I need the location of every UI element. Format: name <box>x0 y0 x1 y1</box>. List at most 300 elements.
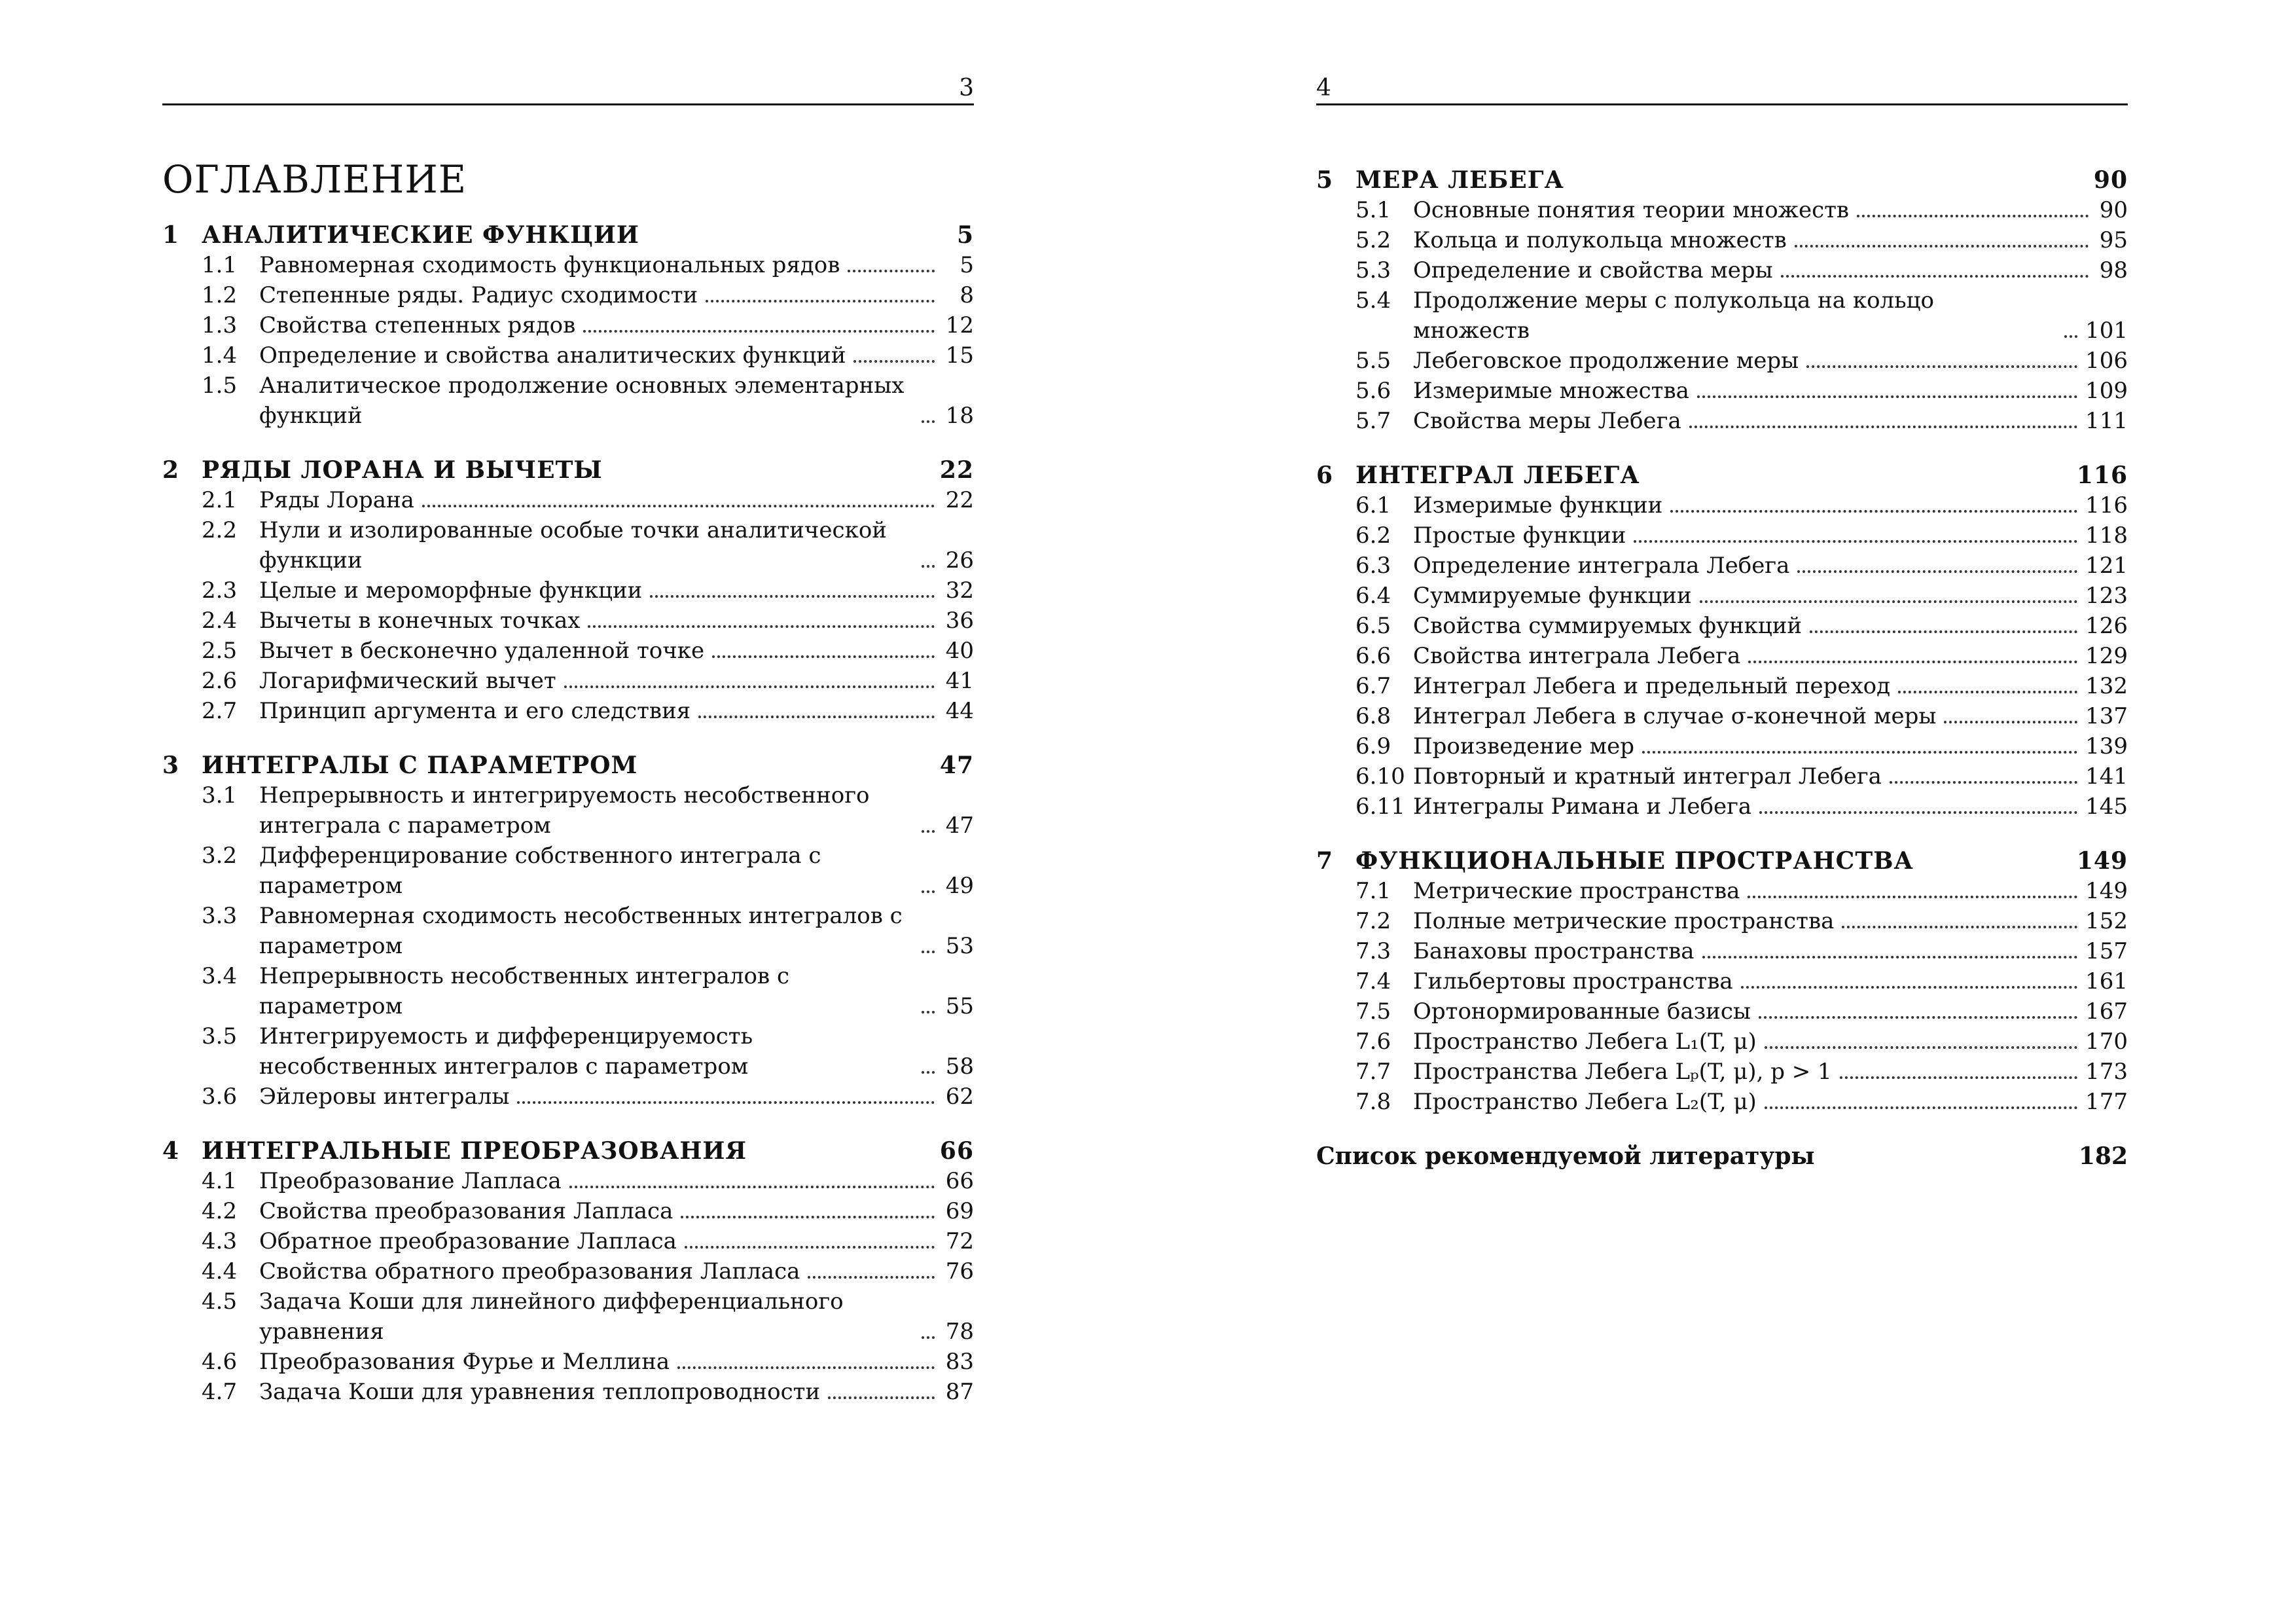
dot-leader <box>681 1216 935 1218</box>
toc-entry[interactable] <box>162 310 974 340</box>
dot-leader <box>1890 781 2077 784</box>
section-title: Преобразование Лапласа <box>259 1168 562 1194</box>
section-title: Свойства степенных рядов <box>259 312 576 338</box>
section-title: Непрерывность несобственных интегралов с параметром <box>259 963 789 1019</box>
dot-leader <box>1806 365 2077 368</box>
section-body <box>259 961 974 1021</box>
toc-entry[interactable] <box>1316 906 2128 936</box>
section-number: 5.1 <box>1355 197 1391 223</box>
section-body <box>1413 520 2128 551</box>
section-title: Произведение мер <box>1413 733 1634 759</box>
section-number: 2.1 <box>202 487 238 513</box>
section-body <box>259 901 974 961</box>
section-title: Равномерная сходимость функциональных рядов <box>259 252 840 278</box>
section-title: Банаховы пространства <box>1413 938 1695 964</box>
chapter-number: 6 <box>1316 462 1334 489</box>
section-title: Целые и мероморфные функции <box>259 577 643 604</box>
dot-leader <box>588 625 935 628</box>
section-number: 3.6 <box>202 1084 238 1110</box>
section-page: 69 <box>945 1198 974 1224</box>
section-page: 101 <box>2085 318 2128 344</box>
chapter-number: 4 <box>162 1137 180 1165</box>
section-page: 72 <box>945 1228 974 1254</box>
toc-entry[interactable] <box>162 371 974 431</box>
section-title: Преобразования Фурье и Меллина <box>259 1349 670 1375</box>
chapter-heading[interactable] <box>1316 165 2128 195</box>
section-page: 167 <box>2085 998 2128 1025</box>
toc-entry[interactable] <box>1316 1027 2128 1057</box>
toc-entry[interactable] <box>162 1377 974 1407</box>
section-body <box>259 371 974 431</box>
toc-entry[interactable] <box>162 1021 974 1082</box>
section-title: Степенные ряды. Радиус сходимости <box>259 282 698 308</box>
section-body <box>259 1082 974 1112</box>
section-number: 2.3 <box>202 577 238 604</box>
toc-entry[interactable] <box>1316 701 2128 731</box>
dot-leader <box>1759 811 2077 814</box>
dot-leader <box>1689 426 2077 428</box>
section-number: 1.5 <box>202 373 238 399</box>
section-body <box>1413 490 2128 520</box>
dot-leader <box>569 1186 935 1188</box>
section-title: Кольца и полукольца множеств <box>1413 227 1787 253</box>
toc-entry[interactable] <box>162 485 974 515</box>
section-title: Интеграл Лебега и предельный переход <box>1413 673 1891 699</box>
section-page: 177 <box>2085 1089 2128 1115</box>
literature-entry[interactable] <box>1316 1141 2128 1171</box>
section-page: 15 <box>945 342 974 369</box>
dot-leader <box>583 330 935 333</box>
dot-leader <box>922 830 935 833</box>
section-number: 7.2 <box>1355 908 1391 934</box>
section-body <box>259 1286 974 1347</box>
dot-leader <box>564 685 935 688</box>
section-body <box>259 780 974 841</box>
toc-entry[interactable] <box>162 901 974 961</box>
section-title: Задача Коши для уравнения теплопроводности <box>259 1379 821 1405</box>
toc-entry[interactable] <box>1316 551 2128 581</box>
section-title: Нули и изолированные особые точки аналитической функции <box>259 517 887 574</box>
dot-leader <box>1748 661 2077 663</box>
dot-leader <box>922 1336 935 1339</box>
section-page: 47 <box>945 812 974 839</box>
section-page: 44 <box>945 698 974 724</box>
section-body <box>259 666 974 696</box>
toc-entry[interactable] <box>162 1347 974 1377</box>
section-title: Ряды Лорана <box>259 487 414 513</box>
section-title: Вычет в бесконечно удаленной точке <box>259 638 705 664</box>
section-body <box>259 1196 974 1226</box>
section-page: 87 <box>945 1379 974 1405</box>
toc-entry[interactable] <box>1316 376 2128 406</box>
section-title: Измеримые множества <box>1413 378 1689 404</box>
section-number: 5.5 <box>1355 348 1391 374</box>
chapter-title: АНАЛИТИЧЕСКИЕ ФУНКЦИИ <box>202 221 639 249</box>
section-title: Определение и свойства аналитических функций <box>259 342 846 369</box>
section-page: 116 <box>2085 492 2128 519</box>
toc-chapter <box>162 455 974 726</box>
section-page: 98 <box>2099 257 2128 283</box>
chapter-page: 5 <box>956 221 974 249</box>
section-title: Обратное преобразование Лапласа <box>259 1228 677 1254</box>
dot-leader <box>1810 630 2077 633</box>
section-page: 149 <box>2085 878 2128 904</box>
section-number: 6.11 <box>1355 793 1405 820</box>
section-page: 22 <box>945 487 974 513</box>
section-page: 78 <box>945 1319 974 1345</box>
toc-entry[interactable] <box>1316 285 2128 346</box>
dot-leader <box>922 890 935 893</box>
chapter-heading[interactable] <box>1316 846 2128 876</box>
chapter-page: 90 <box>2093 166 2128 194</box>
dot-leader <box>1944 721 2077 723</box>
section-title: Определение и свойства меры <box>1413 257 1773 283</box>
section-number: 5.6 <box>1355 378 1391 404</box>
toc-entry[interactable] <box>162 250 974 280</box>
dot-leader <box>1700 600 2077 603</box>
dot-leader <box>517 1101 935 1104</box>
toc-entry[interactable] <box>162 666 974 696</box>
dot-leader <box>1748 896 2077 898</box>
dot-leader <box>1741 986 2077 989</box>
dot-leader <box>650 595 935 598</box>
dot-leader <box>677 1366 935 1369</box>
section-body <box>259 636 974 666</box>
section-number: 6.5 <box>1355 613 1391 639</box>
toc-entry[interactable] <box>1316 195 2128 225</box>
toc-chapter <box>162 750 974 1112</box>
section-title: Измеримые функции <box>1413 492 1663 519</box>
section-number: 3.1 <box>202 782 238 809</box>
section-page: 8 <box>960 282 974 308</box>
toc-entry[interactable] <box>162 1166 974 1196</box>
section-number: 4.1 <box>202 1168 238 1194</box>
section-title: Пространство Лебега L₂(T, μ) <box>1413 1089 1757 1115</box>
toc-entry[interactable] <box>1316 520 2128 551</box>
section-page: 141 <box>2085 763 2128 790</box>
section-title: Свойства меры Лебега <box>1413 408 1681 434</box>
dot-leader <box>1697 395 2077 398</box>
dot-leader <box>1759 1016 2077 1019</box>
section-body <box>259 310 974 340</box>
toc-entry[interactable] <box>162 606 974 636</box>
page-number: 4 <box>1316 73 2128 105</box>
section-body <box>1413 581 2128 611</box>
section-page: 157 <box>2085 938 2128 964</box>
section-body <box>1413 936 2128 966</box>
toc-entry[interactable] <box>162 1082 974 1112</box>
dot-leader <box>922 1071 935 1074</box>
toc-chapter <box>1316 165 2128 436</box>
section-title: Логарифмический вычет <box>259 668 556 694</box>
section-page: 118 <box>2085 522 2128 549</box>
section-number: 3.2 <box>202 843 238 869</box>
chapter-title: РЯДЫ ЛОРАНА И ВЫЧЕТЫ <box>202 456 603 484</box>
literature-page: 182 <box>2078 1142 2128 1170</box>
section-body <box>1413 376 2128 406</box>
section-number: 4.3 <box>202 1228 238 1254</box>
section-body <box>259 515 974 575</box>
dot-leader <box>706 300 935 302</box>
chapter-title: ИНТЕГРАЛЬНЫЕ ПРЕОБРАЗОВАНИЯ <box>202 1137 747 1165</box>
toc-entry[interactable] <box>162 696 974 726</box>
chapter-number: 5 <box>1316 166 1334 194</box>
section-page: 170 <box>2085 1029 2128 1055</box>
chapter-number: 3 <box>162 752 180 779</box>
section-body <box>259 1021 974 1082</box>
toc-entry[interactable] <box>1316 1057 2128 1087</box>
section-body <box>1413 195 2128 225</box>
section-body <box>1413 225 2128 255</box>
dot-leader <box>1797 570 2077 573</box>
section-page: 40 <box>945 638 974 664</box>
section-number: 2.7 <box>202 698 238 724</box>
chapter-title: ИНТЕГРАЛЫ С ПАРАМЕТРОМ <box>202 752 638 779</box>
section-page: 132 <box>2085 673 2128 699</box>
section-body <box>1413 551 2128 581</box>
section-body <box>1413 701 2128 731</box>
toc-chapter <box>1316 846 2128 1117</box>
dot-leader <box>1642 751 2077 754</box>
chapter-title: ИНТЕГРАЛ ЛЕБЕГА <box>1355 462 1640 489</box>
toc-entry[interactable] <box>1316 876 2128 906</box>
section-page: 76 <box>945 1258 974 1285</box>
toc-entry[interactable] <box>162 1286 974 1347</box>
dot-leader <box>1765 1106 2077 1109</box>
section-title: Основные понятия теории множеств <box>1413 197 1850 223</box>
section-title: Свойства обратного преобразования Лапласа <box>259 1258 800 1285</box>
dot-leader <box>808 1276 935 1279</box>
dot-leader <box>1795 245 2089 247</box>
section-title: Принцип аргумента и его следствия <box>259 698 691 724</box>
section-body <box>1413 1057 2128 1087</box>
section-number: 6.9 <box>1355 733 1391 759</box>
section-number: 5.2 <box>1355 227 1391 253</box>
section-number: 6.3 <box>1355 553 1391 579</box>
section-number: 6.1 <box>1355 492 1391 519</box>
section-number: 3.5 <box>202 1023 238 1049</box>
section-page: 5 <box>960 252 974 278</box>
section-number: 6.4 <box>1355 583 1391 609</box>
section-body <box>259 485 974 515</box>
section-number: 3.3 <box>202 903 238 929</box>
dot-leader <box>922 420 935 423</box>
toc-entry[interactable] <box>1316 641 2128 671</box>
section-page: 137 <box>2085 703 2128 729</box>
section-title: Суммируемые функции <box>1413 583 1692 609</box>
section-number: 7.3 <box>1355 938 1391 964</box>
section-number: 5.3 <box>1355 257 1391 283</box>
toc-entry[interactable] <box>162 340 974 371</box>
section-number: 7.5 <box>1355 998 1391 1025</box>
section-page: 41 <box>945 668 974 694</box>
section-title: Вычеты в конечных точках <box>259 608 581 634</box>
toc-entry[interactable] <box>1316 581 2128 611</box>
toc-entry[interactable] <box>1316 225 2128 255</box>
section-number: 2.5 <box>202 638 238 664</box>
section-page: 123 <box>2085 583 2128 609</box>
section-page: 111 <box>2085 408 2128 434</box>
section-body <box>259 606 974 636</box>
section-title: Дифференцирование собственного интеграла с параметром <box>259 843 821 899</box>
section-page: 12 <box>945 312 974 338</box>
dot-leader <box>1765 1046 2077 1049</box>
section-body <box>259 250 974 280</box>
toc-chapter <box>162 1136 974 1407</box>
section-title: Задача Коши для линейного дифференциального уравнения <box>259 1288 844 1345</box>
section-title: Метрические пространства <box>1413 878 1740 904</box>
literature-title: Список рекомендуемой литературы <box>1316 1142 1815 1170</box>
section-title: Свойства преобразования Лапласа <box>259 1198 673 1224</box>
section-page: 90 <box>2099 197 2128 223</box>
toc-entry[interactable] <box>162 1196 974 1226</box>
chapter-number: 2 <box>162 456 180 484</box>
chapter-page: 149 <box>2076 847 2128 875</box>
section-number: 7.4 <box>1355 968 1391 994</box>
dot-leader <box>698 716 935 718</box>
section-page: 26 <box>945 547 974 574</box>
section-body <box>1413 792 2128 822</box>
section-body <box>1413 406 2128 436</box>
toc-entry[interactable] <box>1316 255 2128 285</box>
toc-entry[interactable] <box>162 575 974 606</box>
dot-leader <box>1702 956 2078 958</box>
toc-entry[interactable] <box>1316 346 2128 376</box>
section-body <box>1413 641 2128 671</box>
page-number: 3 <box>162 73 974 105</box>
toc-list <box>162 220 974 1431</box>
toc-entry[interactable] <box>1316 761 2128 792</box>
section-body <box>1413 996 2128 1027</box>
section-title: Интеграл Лебега в случае σ-конечной меры <box>1413 703 1937 729</box>
section-page: 95 <box>2099 227 2128 253</box>
section-number: 4.4 <box>202 1258 238 1285</box>
section-page: 126 <box>2085 613 2128 639</box>
section-number: 3.4 <box>202 963 238 989</box>
section-body <box>259 575 974 606</box>
section-page: 109 <box>2085 378 2128 404</box>
section-number: 4.6 <box>202 1349 238 1375</box>
section-title: Пространство Лебега L₁(T, μ) <box>1413 1029 1757 1055</box>
chapter-heading[interactable] <box>162 1136 974 1166</box>
toc-entry[interactable] <box>1316 966 2128 996</box>
chapter-page: 22 <box>939 456 974 484</box>
section-title: Аналитическое продолжение основных элементарных функций <box>259 373 905 429</box>
section-body <box>259 696 974 726</box>
dot-leader <box>828 1396 935 1399</box>
chapter-heading[interactable] <box>1316 460 2128 490</box>
dot-leader <box>848 270 935 272</box>
section-page: 53 <box>945 933 974 959</box>
dot-leader <box>1670 510 2077 513</box>
toc-entry[interactable] <box>1316 996 2128 1027</box>
section-number: 4.2 <box>202 1198 238 1224</box>
toc-entry[interactable] <box>1316 490 2128 520</box>
toc-entry[interactable] <box>1316 792 2128 822</box>
toc-entry[interactable] <box>162 515 974 575</box>
chapter-page: 116 <box>2076 462 2128 489</box>
chapter-number: 7 <box>1316 847 1334 875</box>
section-number: 5.7 <box>1355 408 1391 434</box>
toc-entry[interactable] <box>1316 936 2128 966</box>
section-body <box>259 340 974 371</box>
section-body <box>1413 346 2128 376</box>
section-number: 2.6 <box>202 668 238 694</box>
toc-entry[interactable] <box>162 636 974 666</box>
section-page: 18 <box>945 403 974 429</box>
toc-chapter <box>1316 460 2128 822</box>
section-title: Определение интеграла Лебега <box>1413 553 1790 579</box>
toc-entry[interactable] <box>162 1256 974 1286</box>
dot-leader <box>1842 926 2077 928</box>
section-page: 32 <box>945 577 974 604</box>
section-page: 106 <box>2085 348 2128 374</box>
section-number: 1.4 <box>202 342 238 369</box>
section-page: 129 <box>2085 643 2128 669</box>
section-page: 152 <box>2085 908 2128 934</box>
section-number: 6.2 <box>1355 522 1391 549</box>
section-title: Простые функции <box>1413 522 1626 549</box>
toc-entry[interactable] <box>162 961 974 1021</box>
toc-entry[interactable] <box>1316 611 2128 641</box>
section-title: Непрерывность и интегрируемость несобственного интеграла с параметром <box>259 782 870 839</box>
toc-entry[interactable] <box>1316 671 2128 701</box>
section-number: 7.6 <box>1355 1029 1391 1055</box>
toc-entry[interactable] <box>1316 731 2128 761</box>
section-page: 36 <box>945 608 974 634</box>
section-number: 4.5 <box>202 1288 238 1315</box>
chapter-number: 1 <box>162 221 180 249</box>
section-title: Повторный и кратный интеграл Лебега <box>1413 763 1882 790</box>
toc-entry[interactable] <box>162 841 974 901</box>
section-page: 139 <box>2085 733 2128 759</box>
toc-entry[interactable] <box>162 1226 974 1256</box>
chapter-heading[interactable] <box>162 750 974 780</box>
toc-entry[interactable] <box>1316 1087 2128 1117</box>
chapter-title: ФУНКЦИОНАЛЬНЫЕ ПРОСТРАНСТВА <box>1355 847 1914 875</box>
section-page: 49 <box>945 873 974 899</box>
section-body <box>259 280 974 310</box>
section-number: 5.4 <box>1355 287 1391 314</box>
section-number: 7.8 <box>1355 1089 1391 1115</box>
section-title: Гильбертовы пространства <box>1413 968 1733 994</box>
section-number: 6.8 <box>1355 703 1391 729</box>
dot-leader <box>922 1011 935 1013</box>
chapter-heading[interactable] <box>162 455 974 485</box>
chapter-heading[interactable] <box>162 220 974 250</box>
section-body <box>1413 1087 2128 1117</box>
section-body <box>1413 761 2128 792</box>
section-body <box>1413 906 2128 936</box>
section-title: Равномерная сходимость несобственных интегралов с параметром <box>259 903 903 959</box>
section-title: Полные метрические пространства <box>1413 908 1835 934</box>
section-body <box>259 1347 974 1377</box>
section-body <box>1413 255 2128 285</box>
section-number: 6.10 <box>1355 763 1405 790</box>
section-body <box>1413 611 2128 641</box>
dot-leader <box>922 951 935 953</box>
toc-entry[interactable] <box>1316 406 2128 436</box>
toc-entry[interactable] <box>162 280 974 310</box>
dot-leader <box>853 360 935 363</box>
dot-leader <box>1857 215 2089 217</box>
section-body <box>259 1377 974 1407</box>
section-body <box>1413 671 2128 701</box>
section-title: Эйлеровы интегралы <box>259 1084 510 1110</box>
section-number: 4.7 <box>202 1379 238 1405</box>
toc-entry[interactable] <box>162 780 974 841</box>
dot-leader <box>2064 335 2077 338</box>
